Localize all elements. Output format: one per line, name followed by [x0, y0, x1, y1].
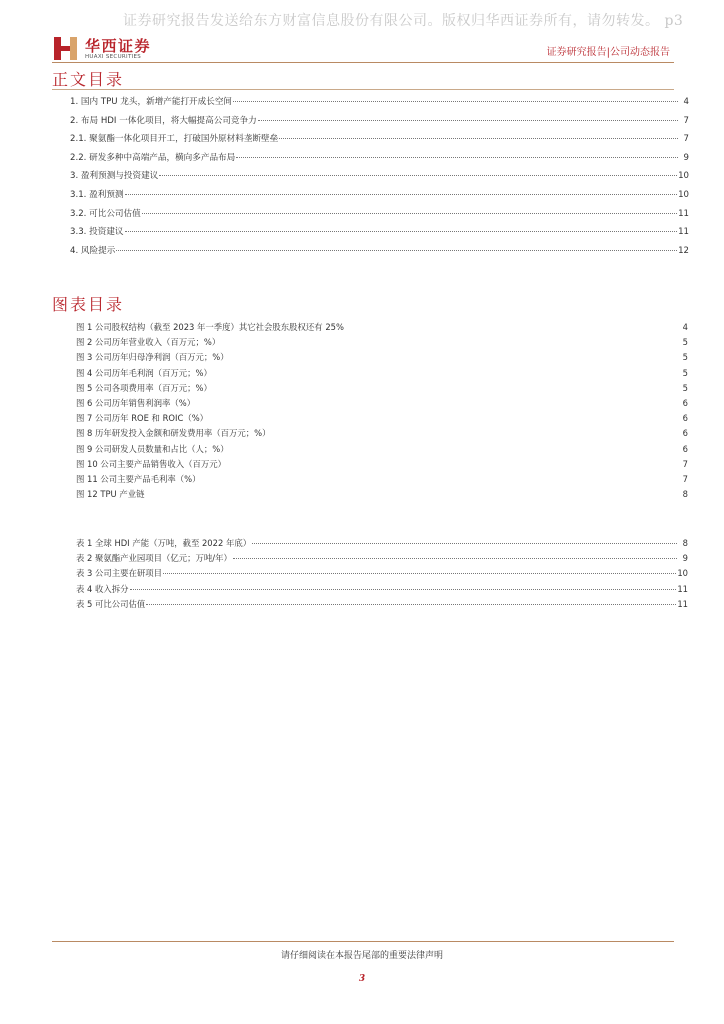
figure-entry[interactable]: [76, 412, 688, 427]
toc-title-underline: [52, 89, 674, 90]
table-entry[interactable]: [76, 583, 688, 598]
figure-entry[interactable]: [76, 458, 688, 473]
figure-entry-label: 图 3 公司历年归母净利润（百万元；%）: [76, 352, 229, 363]
toc-entry-label: 4. 风险提示: [70, 245, 116, 256]
toc-entry-page: 12: [678, 245, 689, 256]
toc-entry[interactable]: [70, 114, 689, 133]
toc-entry-page: 10: [678, 171, 689, 182]
figure-entry[interactable]: [76, 382, 688, 397]
toc-entry-label: 1. 国内 TPU 龙头，新增产能打开成长空间: [70, 97, 233, 107]
toc-entry-label: 2.2. 研发多种中高端产品，横向多产品布局: [70, 152, 236, 163]
toc-entry-label: 3.2. 可比公司估值: [70, 208, 141, 219]
leader-dots: [252, 543, 677, 544]
leader-dots: [258, 120, 678, 121]
figure-entry-page: 7: [682, 458, 688, 469]
toc-entry-label: 2.1. 聚氨酯一体化项目开工，打破国外原材料垄断壁垒: [70, 134, 279, 145]
figure-entry-label: 图 6 公司历年销售利润率（%）: [76, 397, 196, 408]
leader-dots: [142, 213, 677, 214]
toc-section-title: 正文目录: [52, 70, 125, 89]
figure-entry[interactable]: [76, 443, 688, 458]
toc-entry[interactable]: [70, 188, 689, 207]
table-list: [76, 537, 688, 613]
toc-entry-label: 3. 盈利预测与投资建议: [70, 171, 159, 182]
fig-section-title: 图表目录: [52, 295, 125, 314]
figure-entry[interactable]: [76, 367, 688, 382]
leader-dots: [159, 175, 677, 176]
table-entry-page: 9: [682, 553, 688, 564]
figure-list: [76, 321, 688, 503]
figure-entry-page: 8: [682, 489, 688, 500]
figure-entry[interactable]: [76, 351, 688, 366]
toc-entry[interactable]: [70, 132, 689, 151]
table-entry[interactable]: [76, 567, 688, 582]
figure-entry-page: 6: [682, 443, 688, 454]
figure-entry[interactable]: [76, 427, 688, 442]
figure-entry-label: 图 2 公司历年营业收入（百万元；%）: [76, 337, 221, 348]
figure-entry-label: 图 5 公司各项费用率（百万元；%）: [76, 382, 212, 393]
leader-dots: [125, 231, 678, 232]
leader-dots: [233, 101, 678, 102]
figure-entry-page: 6: [682, 428, 688, 439]
leader-dots: [130, 589, 677, 590]
figure-entry-page: 5: [682, 367, 688, 378]
table-entry-page: 10: [677, 568, 688, 579]
logo-name-cn: 华西证券: [85, 37, 152, 55]
figure-entry[interactable]: [76, 488, 688, 503]
toc-entry-label: 3.1. 盈利预测: [70, 189, 124, 200]
legal-notice: 请仔细阅读在本报告尾部的重要法律声明: [280, 951, 443, 961]
toc-entry-page: 7: [683, 115, 689, 126]
figure-entry-label: 图 7 公司历年 ROE 和 ROIC（%）: [76, 413, 209, 424]
figure-entry[interactable]: [76, 473, 688, 488]
toc-entry-page: 9: [683, 152, 689, 163]
figure-entry[interactable]: [76, 397, 688, 412]
table-entry-label: 表 2 聚氨酯产业园项目（亿元；万吨/年）: [76, 553, 232, 564]
figure-entry-page: 5: [682, 352, 688, 363]
toc-entry-page: 7: [683, 134, 689, 145]
huaxi-logo-icon: [52, 34, 80, 62]
toc-entry-label: 3.3. 投资建议: [70, 227, 124, 238]
table-entry-label: 表 4 收入拆分: [76, 583, 129, 594]
report-type-label: 证券研究报告|公司动态报告: [546, 47, 670, 58]
figure-entry-page: 5: [682, 337, 688, 348]
leader-dots: [146, 604, 676, 605]
figure-entry-label: 图 9 公司研发人员数量和占比（人；%）: [76, 443, 229, 454]
figure-entry-page: 5: [682, 382, 688, 393]
toc-list: [70, 95, 689, 262]
figure-entry-label: 图 1 公司股权结构（截至 2023 年一季度）其它社会股东股权还有 25%: [76, 322, 344, 332]
table-entry-page: 8: [682, 538, 688, 548]
huaxi-logo: [52, 34, 162, 64]
toc-entry-label: 2. 布局 HDI 一体化项目，将大幅提高公司竞争力: [70, 115, 257, 126]
figure-entry-page: 6: [682, 413, 688, 424]
figure-entry-label: 图 11 公司主要产品毛利率（%）: [76, 473, 201, 484]
toc-entry[interactable]: [70, 244, 689, 263]
table-entry[interactable]: [76, 552, 688, 567]
watermark-text: 证券研究报告发送给东方财富信息股份有限公司。版权归华西证券所有，请勿转发。 p3: [123, 13, 684, 29]
leader-dots: [233, 558, 677, 559]
toc-entry-page: 11: [678, 227, 689, 238]
footer-divider: [52, 941, 674, 942]
table-entry[interactable]: [76, 598, 688, 613]
leader-dots: [236, 157, 678, 158]
leader-dots: [163, 573, 676, 574]
leader-dots: [279, 138, 678, 139]
toc-entry[interactable]: [70, 225, 689, 244]
toc-entry[interactable]: [70, 169, 689, 188]
leader-dots: [116, 250, 677, 251]
leader-dots: [125, 194, 678, 195]
figure-entry[interactable]: [76, 321, 688, 336]
table-entry-page: 11: [677, 598, 688, 609]
toc-entry[interactable]: [70, 151, 689, 170]
figure-entry-page: 4: [682, 322, 688, 332]
table-entry-label: 表 5 可比公司估值: [76, 598, 146, 609]
toc-entry-page: 4: [683, 97, 689, 107]
table-entry-page: 11: [677, 583, 688, 594]
figure-entry-label: 图 12 TPU 产业链: [76, 489, 145, 500]
page-number: 3: [358, 974, 366, 984]
table-entry-label: 表 3 公司主要在研项目: [76, 568, 163, 579]
table-entry[interactable]: [76, 537, 688, 552]
logo-name-en: HUAXI SECURITIES: [85, 54, 142, 60]
figure-entry-page: 6: [682, 397, 688, 408]
toc-entry[interactable]: [70, 95, 689, 114]
figure-entry[interactable]: [76, 336, 688, 351]
figure-entry-label: 图 8 历年研发投入金额和研发费用率（百万元；%）: [76, 428, 271, 439]
toc-entry-page: 11: [678, 208, 689, 219]
header-divider: [52, 62, 674, 63]
figure-entry-label: 图 10 公司主要产品销售收入（百万元）: [76, 458, 226, 469]
figure-entry-label: 图 4 公司历年毛利润（百万元；%）: [76, 367, 212, 378]
toc-entry-page: 10: [678, 189, 689, 200]
figure-entry-page: 7: [682, 473, 688, 484]
toc-entry[interactable]: [70, 207, 689, 226]
table-entry-label: 表 1 全球 HDI 产能（万吨，截至 2022 年底）: [76, 538, 252, 548]
